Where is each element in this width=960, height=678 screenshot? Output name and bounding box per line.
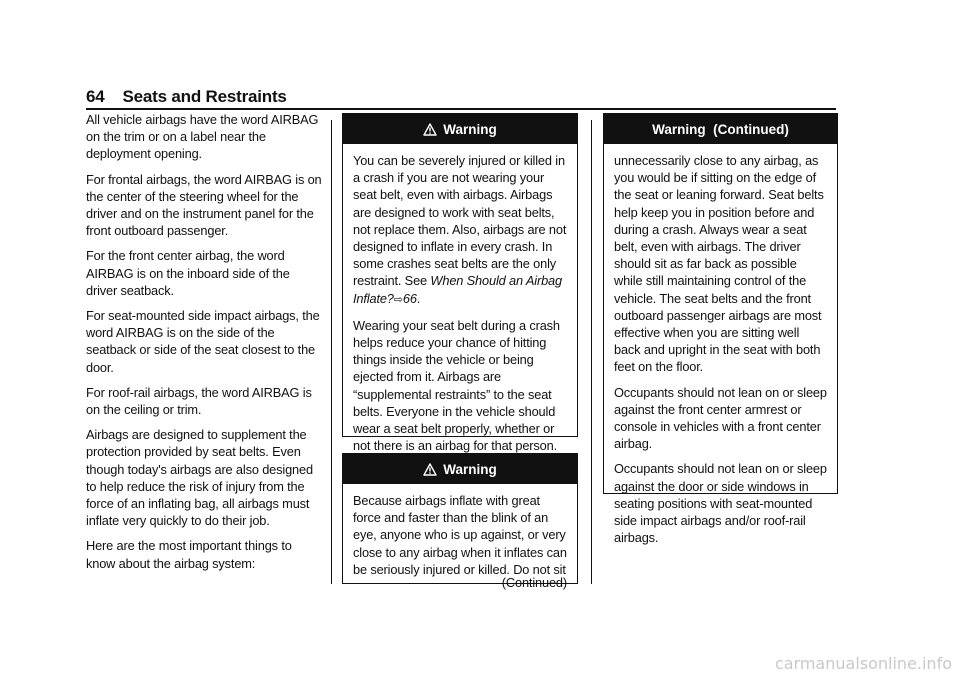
paragraph: All vehicle airbags have the word AIRBAG on the trim or on a label near the deployment opening. xyxy=(86,112,319,162)
paragraph: Here are the most important things to know about the airbag system: xyxy=(86,538,292,571)
warning-triangle-icon xyxy=(423,463,437,476)
warning-title: Warning xyxy=(443,461,497,477)
column-divider-right xyxy=(591,120,592,584)
warning-box-continued xyxy=(603,113,838,546)
paragraph: Because airbags inflate with great force and faster than the blink of an eye, anyone who is up against, or very close to any airbag when it inflates can be seriously injured or killed. Do not sit xyxy=(353,493,567,577)
continued-label: (Continued) xyxy=(501,575,567,591)
warning-triangle-icon xyxy=(423,123,437,136)
left-column xyxy=(86,111,324,580)
paragraph: For seat-mounted side impact airbags, the word AIRBAG is on the side of the seatback or side of the seat closest to the door. xyxy=(86,308,320,375)
paragraph: For frontal airbags, the word AIRBAG is on the center of the steering wheel for the driver and on the instrument panel for the front outboard passenger. xyxy=(86,171,322,239)
paragraph: For the front center airbag, the word AIRBAG is on the inboard side of the driver seatback. xyxy=(86,248,290,298)
warning-body xyxy=(604,144,837,560)
warning-text: You can be severely injured or killed in a crash if you are not wearing your seat belt, even with airbags. Airbags are designed to work with seat belts, not replace them. Also, airbags are not designed to inflate in every crash. In some crashes seat belts are the only restraint. See xyxy=(353,153,567,289)
warning-header xyxy=(343,114,577,144)
page-reference[interactable]: 66 xyxy=(402,290,417,306)
page-arrow-icon: ⇨ xyxy=(393,293,403,306)
punctuation: . xyxy=(416,290,421,306)
warning-header xyxy=(604,114,837,144)
header-rule xyxy=(86,108,836,110)
cross-reference-link[interactable]: When Should an Airbag Inflate? xyxy=(353,273,562,306)
paragraph: Occupants should not lean on or sleep against the front center armrest or console in vehicles with a front center airbag. xyxy=(614,384,827,452)
paragraph: Wearing your seat belt during a crash helps reduce your chance of hitting things inside the vehicle or being ejected from it. Airbags are “supplemental restraints” to the seat belts. Everyone in the vehicle should wear a seat belt properly, whether or not there is an airbag for that person. xyxy=(353,317,560,454)
column-divider-left xyxy=(331,120,332,584)
paragraph: Occupants should not lean on or sleep against the door or side windows in seating positions with seat-mounted side impact airbags and/or roof-rail airbags. xyxy=(614,461,827,546)
warning-header xyxy=(343,454,577,484)
page-number: 64 xyxy=(86,87,105,106)
section-title: Seats and Restraints xyxy=(122,87,287,106)
warning-box-seat-belts xyxy=(342,113,578,454)
warning-body xyxy=(343,484,577,593)
warning-body xyxy=(343,144,577,468)
paragraph xyxy=(353,152,567,309)
paragraph: unnecessarily close to any airbag, as you would be if sitting on the edge of the seat or leaning forward. Seat belts help keep you in position before and during a crash. Always wear a seat belt, even with airbags. The driver should sit as far back as possible while still maintaining control of the vehicle. The seat belts and the front outboard passenger airbags are most effective when you are sitting well back and upright in the seat with both feet on the floor. xyxy=(614,153,824,375)
paragraph: For roof-rail airbags, the word AIRBAG is on the ceiling or trim. xyxy=(86,384,312,418)
warning-title: Warning (Continued) xyxy=(652,121,789,137)
watermark: carmanualsonline.info xyxy=(774,654,952,673)
warning-title: Warning xyxy=(443,121,497,137)
warning-box-airbag-force xyxy=(342,453,578,591)
paragraph: Airbags are designed to supplement the protection provided by seat belts. Even though today's airbags are also designed to help reduce the risk of injury from the force of an inflating bag, all airbags must inflate very quickly to do their job. xyxy=(86,427,313,529)
